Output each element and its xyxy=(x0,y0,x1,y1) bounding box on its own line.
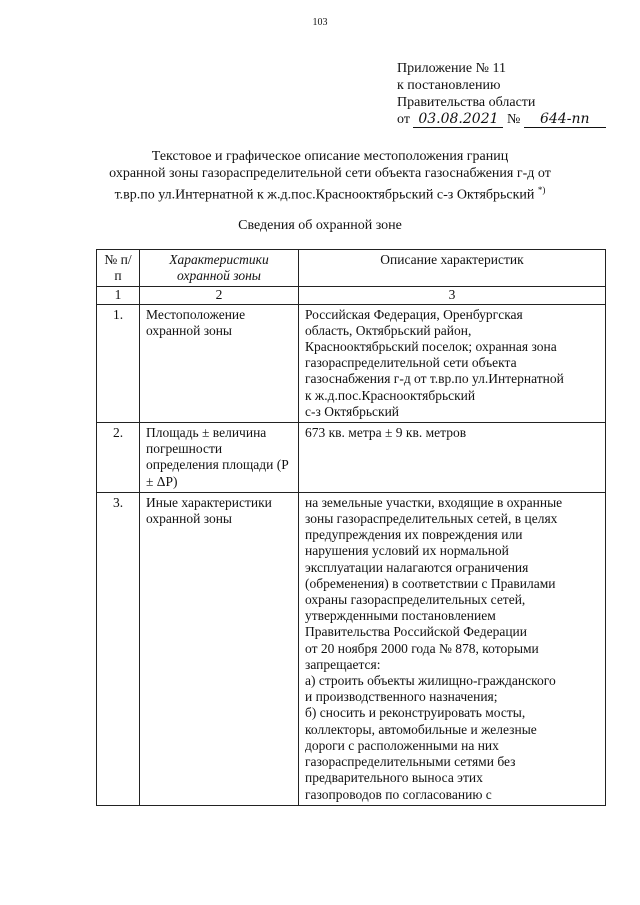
description-line: дороги с расположенными на них xyxy=(305,737,499,753)
row-num: 2. xyxy=(97,423,140,493)
description-line: запрещается: xyxy=(305,656,381,672)
header-num: № п/п xyxy=(97,250,140,287)
row-description xyxy=(299,492,606,805)
row-num: 1. xyxy=(97,304,140,422)
description-line: б) сносить и реконструировать мосты, xyxy=(305,705,526,721)
description-line: газоснабжения г-д от т.вр.по ул.Интернатной xyxy=(305,371,564,387)
appendix-block xyxy=(397,60,606,128)
description-line: а) строить объекты жилищно-гражданского xyxy=(305,673,556,689)
column-number-row xyxy=(97,287,606,304)
footnote-mark: *) xyxy=(537,185,546,195)
description-line: газораспределительной сети объекта xyxy=(305,355,517,371)
title-line-1: Текстовое и графическое описание местоположения границ xyxy=(151,149,509,164)
title-line-2: охранной зоны газораспределительной сети объекта газоснабжения г-д от xyxy=(109,166,551,181)
table-header-row xyxy=(97,250,606,287)
table-row xyxy=(97,423,606,493)
description-line: (обременения) в соответствии с Правилами xyxy=(305,575,556,591)
description-line: утвержденными постановлением xyxy=(305,608,496,624)
row-num: 3. xyxy=(97,492,140,805)
description-line: нарушения условий их нормальной xyxy=(305,543,509,559)
appendix-ref: к постановлению xyxy=(397,78,501,93)
description-line: газораспределительными сетями без xyxy=(305,754,516,770)
protection-zone-table xyxy=(96,249,606,806)
col-number-2: 2 xyxy=(140,287,299,304)
section-subtitle: Сведения об охранной зоне xyxy=(238,218,402,233)
handwritten-number: 644-пп xyxy=(524,112,606,128)
description-line: 673 кв. метра ± 9 кв. метров xyxy=(305,425,467,441)
title-line-3-text: т.вр.по ул.Интернатной к ж.д.пос.Краснооктябрьский с-з Октябрьский xyxy=(114,187,535,203)
description-line: Российская Федерация, Оренбургская xyxy=(305,306,523,322)
description-line: область, Октябрьский район, xyxy=(305,322,472,338)
document-title xyxy=(70,148,590,204)
description-line: охраны газораспределительных сетей, xyxy=(305,592,526,608)
title-line-3 xyxy=(70,182,590,204)
col-number-1: 1 xyxy=(97,287,140,304)
description-line: и производственного назначения; xyxy=(305,689,498,705)
description-line: от 20 ноября 2000 года № 878, которыми xyxy=(305,640,539,656)
table-row xyxy=(97,304,606,422)
description-line: эксплуатации налагаются ограничения xyxy=(305,559,529,575)
description-line: коллекторы, автомобильные и железные xyxy=(305,721,537,737)
description-line: на земельные участки, входящие в охранные xyxy=(305,494,563,510)
date-prefix: от xyxy=(397,112,410,127)
col-number-3: 3 xyxy=(299,287,606,304)
number-prefix: № xyxy=(506,112,521,127)
description-line: предупреждения их повреждения или xyxy=(305,527,523,543)
appendix-authority: Правительства области xyxy=(397,95,536,110)
row-description xyxy=(299,423,606,493)
description-line: Краснооктябрьский поселок; охранная зона xyxy=(305,339,557,355)
header-description: Описание характеристик xyxy=(299,250,606,287)
description-line: с-з Октябрьский xyxy=(305,403,400,419)
row-characteristic: Местоположение охранной зоны xyxy=(140,304,299,422)
appendix-date-line xyxy=(397,111,606,128)
header-characteristic: Характеристики охранной зоны xyxy=(140,250,299,287)
handwritten-date: 03.08.2021 xyxy=(413,112,503,128)
appendix-title: Приложение № 11 xyxy=(397,61,506,76)
row-characteristic: Иные характеристики охранной зоны xyxy=(140,492,299,805)
page-number: 103 xyxy=(312,17,328,28)
description-line: к ж.д.пос.Краснооктябрьский xyxy=(305,387,476,403)
row-characteristic: Площадь ± величина погрешности определения площади (Р ± ΔР) xyxy=(140,423,299,493)
table-row xyxy=(97,492,606,805)
description-line: Правительства Российской Федерации xyxy=(305,624,527,640)
description-line: зоны газораспределительных сетей, в целях xyxy=(305,511,558,527)
description-line: газопроводов по согласованию с xyxy=(305,786,492,802)
description-line: предварительного выноса этих xyxy=(305,770,483,786)
row-description xyxy=(299,304,606,422)
